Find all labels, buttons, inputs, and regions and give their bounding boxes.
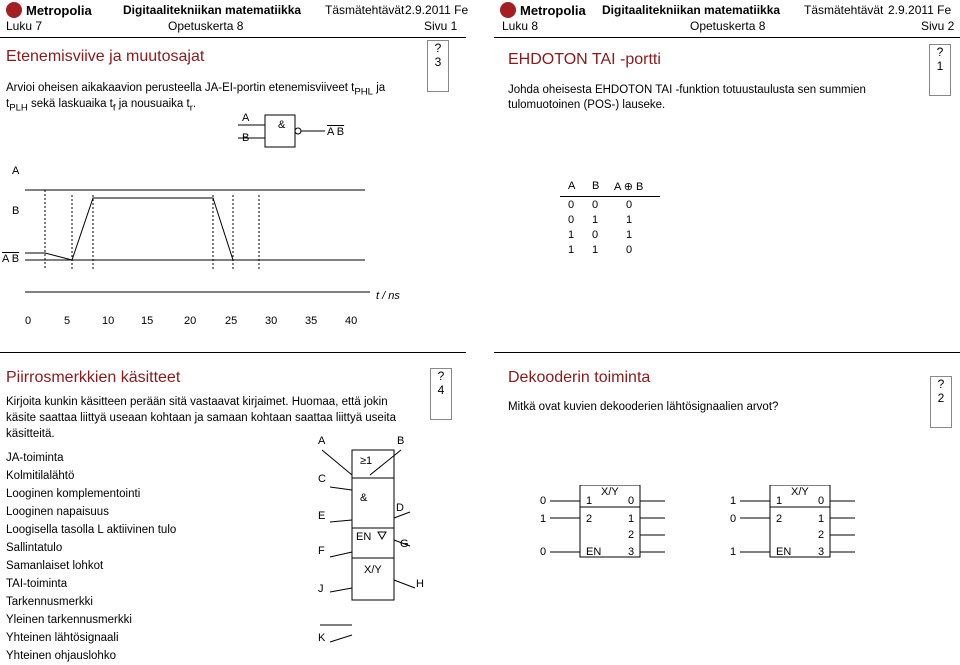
signal-label-out: A B	[2, 253, 20, 265]
label-and: &	[360, 492, 368, 504]
task-type: Täsmätehtävät	[325, 3, 405, 17]
course-name: Digitaalitekniikan matematiikka	[123, 3, 302, 17]
lesson: Opetuskerta 8	[690, 19, 766, 33]
list-item: Looginen komplementointi	[6, 488, 141, 500]
list-item: Yleinen tarkennusmerkki	[6, 614, 132, 626]
decoder1-out-label: 0	[628, 495, 635, 507]
list-item: Sallintatulo	[6, 542, 63, 554]
tick-0: 0	[25, 315, 32, 327]
slide-title: Dekooderin toiminta	[508, 369, 651, 386]
header-divider	[0, 37, 466, 38]
label-xy: X/Y	[364, 564, 382, 576]
list-item: Tarkennusmerkki	[6, 596, 93, 608]
date: 2.9.2011 Fe	[888, 3, 952, 17]
label-ge1: ≥1	[360, 455, 373, 467]
decoder2-in-label: 1	[776, 495, 783, 507]
decoder2-out-label: 0	[818, 495, 825, 507]
decoder1-input-2: 1	[540, 513, 547, 525]
decoder1-out-label: 1	[628, 513, 635, 525]
list-item: JA-toiminta	[6, 452, 64, 464]
label-h: H	[416, 578, 424, 590]
table-header-xor: A ⊕ B	[614, 181, 644, 193]
terms-list	[6, 449, 176, 665]
task-type: Täsmätehtävät	[804, 3, 884, 17]
table-divider	[560, 196, 660, 197]
list-item: Kolmitilalähtö	[6, 470, 75, 482]
tick-25: 25	[225, 315, 238, 327]
signal-label-a: A	[12, 165, 20, 177]
signal-label-b: B	[12, 205, 20, 217]
slide-title: Piirrosmerkkien käsitteet	[6, 369, 181, 386]
slide-border	[494, 352, 960, 353]
page-number: Sivu 1	[424, 19, 458, 33]
task-text: Johda oheisesta EHDOTON TAI -funktion totuustaulusta sen summien	[508, 84, 866, 96]
list-item: Looginen napaisuus	[6, 506, 109, 518]
table-header-b: B	[592, 180, 600, 192]
decoder2-in-label: EN	[776, 546, 792, 558]
tick-35: 35	[305, 315, 318, 327]
cell: 0	[592, 199, 599, 211]
gate-symbol: &	[278, 119, 286, 131]
metropolia-logo-icon	[500, 2, 516, 18]
cell: 0	[626, 199, 633, 211]
cell: 1	[626, 229, 633, 241]
decoder1-block-label: X/Y	[601, 486, 619, 498]
metropolia-logo-icon	[6, 2, 22, 18]
tick-20: 20	[184, 315, 197, 327]
list-item: Yhteinen ohjauslohko	[6, 650, 116, 662]
label-b: B	[397, 435, 405, 447]
label-d: D	[396, 502, 404, 514]
question-box: ? 1	[929, 44, 951, 96]
brand-name: Metropolia	[26, 3, 92, 18]
tick-30: 30	[265, 315, 278, 327]
lesson: Opetuskerta 8	[168, 19, 244, 33]
tick-10: 10	[102, 315, 115, 327]
task-text-2: tulomuotoinen (POS-) lauseke.	[508, 99, 666, 111]
label-f: F	[318, 545, 325, 557]
label-a: A	[318, 435, 326, 447]
task-text-3: käsitteitä.	[6, 428, 55, 440]
task-text-2: $t_{PLH}$ sekä laskuaika $t_f$ ja nousuaika $t_r$.	[6, 98, 197, 114]
list-item: Samanlaiset lohkot	[6, 560, 104, 572]
gate-input-b: B	[242, 132, 250, 144]
slide-title: EHDOTON TAI -portti	[508, 51, 661, 68]
cell: 1	[626, 214, 633, 226]
list-item: Yhteinen lähtösignaali	[6, 632, 119, 644]
header-divider	[494, 37, 960, 38]
gate-output: A B	[327, 126, 345, 138]
task-text: Kirjoita kunkin käsitteen perään sitä vastaavat kirjaimet. Huomaa, että jokin	[6, 396, 388, 408]
cell: 0	[592, 229, 599, 241]
tick-5: 5	[64, 315, 71, 327]
cell: 1	[568, 229, 575, 241]
label-e: E	[318, 510, 326, 522]
label-k: K	[318, 632, 326, 644]
decoder2-in-label: 2	[776, 513, 783, 525]
brand-name: Metropolia	[520, 3, 586, 18]
decoder1-out-label: 3	[628, 546, 635, 558]
label-g: G	[400, 538, 409, 550]
decoder2-input-1: 1	[730, 495, 737, 507]
task-text: Mitkä ovat kuvien dekooderien lähtösignaalien arvot?	[508, 401, 779, 413]
chapter: Luku 8	[502, 19, 539, 33]
page-number: Sivu 2	[921, 19, 955, 33]
axis-unit: t / ns	[376, 290, 400, 302]
cell: 1	[592, 244, 599, 256]
decoder1-in-label: EN	[586, 546, 602, 558]
tick-15: 15	[141, 315, 154, 327]
question-box: ? 3	[427, 40, 449, 92]
decoder2-out-label: 1	[818, 513, 825, 525]
question-box: ? 2	[930, 376, 952, 428]
slide-title: Etenemisviive ja muutosajat	[6, 48, 205, 65]
decoder1-input-1: 0	[540, 495, 547, 507]
task-text-2: käsite saattaa liittyä useaan kohtaan ja samaan kohtaan saattaa liittyä useita	[6, 412, 396, 424]
chapter: Luku 7	[6, 19, 43, 33]
course-name: Digitaalitekniikan matematiikka	[602, 3, 781, 17]
decoder1-input-en: 0	[540, 546, 547, 558]
question-box: ? 4	[430, 368, 452, 420]
cell: 1	[568, 244, 575, 256]
gate-input-a: A	[242, 112, 250, 124]
decoder1-in-label: 2	[586, 513, 593, 525]
label-j: J	[318, 583, 324, 595]
slide-border	[0, 352, 466, 353]
decoder2-out-label: 3	[818, 546, 825, 558]
tick-40: 40	[345, 315, 358, 327]
label-en: EN	[356, 531, 372, 543]
decoder2-input-2: 0	[730, 513, 737, 525]
date: 2.9.2011 Fe	[405, 3, 469, 17]
decoder2-block-label: X/Y	[791, 486, 809, 498]
label-c: C	[318, 473, 326, 485]
decoder1-out-label: 2	[628, 529, 635, 541]
list-item: Loogisella tasolla L aktiivinen tulo	[6, 524, 177, 536]
cell: 0	[626, 244, 633, 256]
cell: 0	[568, 214, 575, 226]
decoder2-input-en: 1	[730, 546, 737, 558]
decoder1-in-label: 1	[586, 495, 593, 507]
decoder2-out-label: 2	[818, 529, 825, 541]
table-header-a: A	[568, 180, 576, 192]
task-text: Arvioi oheisen aikakaavion perusteella JA-EI-portin etenemisviiveet $t_{PHL}$ ja	[6, 82, 386, 98]
cell: 0	[568, 199, 575, 211]
cell: 1	[592, 214, 599, 226]
list-item: TAI-toiminta	[6, 578, 68, 590]
